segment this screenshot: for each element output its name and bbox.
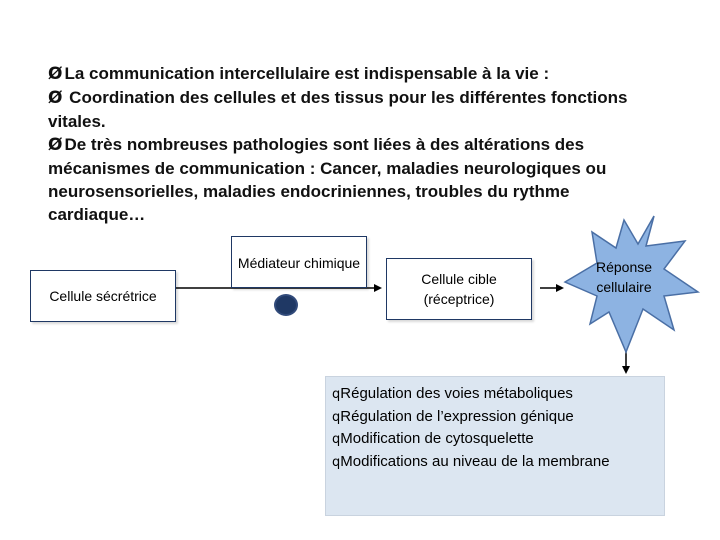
list-item-text: Modifications au niveau de la membrane (340, 452, 610, 470)
chemical-mediator-box (231, 236, 367, 288)
list-item (332, 428, 664, 451)
square-bullet-icon: q (332, 387, 341, 402)
arrow-bullet-icon: Ø (48, 64, 63, 84)
target-cell-label: Cellule cible (421, 271, 497, 287)
square-bullet-icon: q (332, 454, 341, 470)
target-cell-sublabel: (réceptrice) (423, 291, 495, 307)
square-bullet-icon: q (332, 409, 341, 425)
intro-bullet-text: La communication intercellulaire est indispensable à la vie : (64, 64, 550, 83)
list-item (332, 383, 664, 406)
square-bullet-icon: q (332, 432, 341, 447)
list-item-text: Régulation de l’expression génique (340, 407, 574, 425)
intro-bullet-text: De très nombreuses pathologies sont liées à des altérations des mécanismes de communication : Cancer, maladies neurologiques ou neurosensorielles, maladies endocriniennes, troubles du rythme cardiaque… (48, 135, 607, 224)
secreting-cell-label: Cellule sécrétrice (49, 288, 157, 304)
secreting-cell-box (30, 270, 176, 322)
arrow-bullet-icon: Ø (48, 135, 63, 155)
cell-response-label (584, 257, 664, 297)
chemical-mediator-label: Médiateur chimique (237, 255, 361, 271)
response-label-line2: cellulaire (596, 279, 652, 295)
mediator-molecule-icon (274, 294, 298, 316)
list-item-text: Modification de cytosquelette (340, 430, 534, 447)
list-item (332, 451, 664, 474)
response-effects-box (325, 376, 665, 516)
target-cell-box (386, 258, 532, 320)
arrow-bullet-icon: Ø (48, 88, 63, 108)
response-label-line1: Réponse (595, 259, 653, 275)
list-item (332, 406, 664, 429)
intro-bullet-text: Coordination des cellules et des tissus pour les différentes fonctions vitales. (48, 88, 628, 131)
list-item-text: Régulation des voies métaboliques (340, 385, 573, 402)
